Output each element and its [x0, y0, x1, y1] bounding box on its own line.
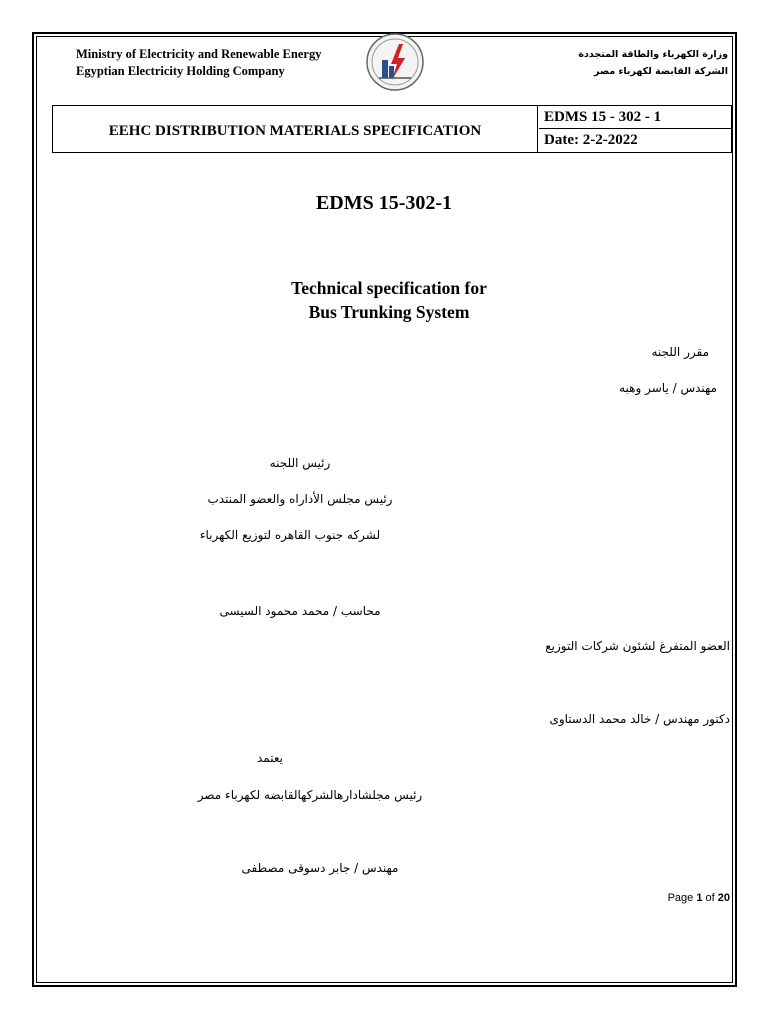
- approval-role: رئيس مجلشادارهالشركهالقابضه لكهرباء مصر: [197, 788, 423, 802]
- page-sep: of: [702, 892, 718, 904]
- approval-name: مهندس / جابر دسوقى مصطفى: [241, 861, 399, 875]
- title-line-1: Technical specification for: [291, 278, 487, 298]
- chair-name: محاسب / محمد محمود السيسى: [219, 604, 381, 618]
- document-title: [0, 276, 768, 324]
- chair-role-line-2: لشركه جنوب القاهره لتوزيع الكهرباء: [199, 528, 381, 542]
- page-prefix: Page: [667, 892, 697, 904]
- page-current: 1: [696, 892, 703, 904]
- header-english: [76, 46, 321, 80]
- ministry-name-en: Ministry of Electricity and Renewable Energy: [76, 47, 322, 61]
- member-name: دكتور مهندس / خالد محمد الدستاوى: [549, 712, 730, 726]
- ministry-name-ar: وزارة الكهرباء والطاقة المتجددة: [578, 49, 728, 60]
- header-arabic: [578, 46, 728, 80]
- company-name-ar: الشركة القابضة لكهرباء مصر: [594, 66, 728, 77]
- eehc-logo-icon: [365, 30, 425, 94]
- member-role: العضو المتفرغ لشئون شركات التوزيع: [545, 639, 730, 653]
- page-total: 20: [717, 892, 730, 904]
- rapporteur-name: مهندس / ياسر وهبه: [619, 381, 717, 395]
- spec-header-table: [52, 105, 732, 153]
- spec-date: Date: 2-2-2022: [544, 132, 638, 148]
- title-line-2: Bus Trunking System: [308, 302, 470, 322]
- document-code: EDMS 15-302-1: [315, 192, 453, 214]
- page-number: [668, 892, 730, 904]
- company-name-en: Egyptian Electricity Holding Company: [76, 64, 285, 78]
- chair-label: رئيس اللجنه: [269, 456, 331, 470]
- page-border-inner: [36, 36, 733, 983]
- spec-title: EEHC DISTRIBUTION MATERIALS SPECIFICATION: [53, 106, 538, 152]
- chair-role-line-1: رئيس مجلس الأداراه والعضو المنتدب: [207, 492, 393, 506]
- spec-code: EDMS 15 - 302 - 1: [539, 106, 731, 129]
- approval-label: يعتمد: [257, 751, 283, 765]
- rapporteur-label: مقرر اللجنه: [651, 345, 709, 359]
